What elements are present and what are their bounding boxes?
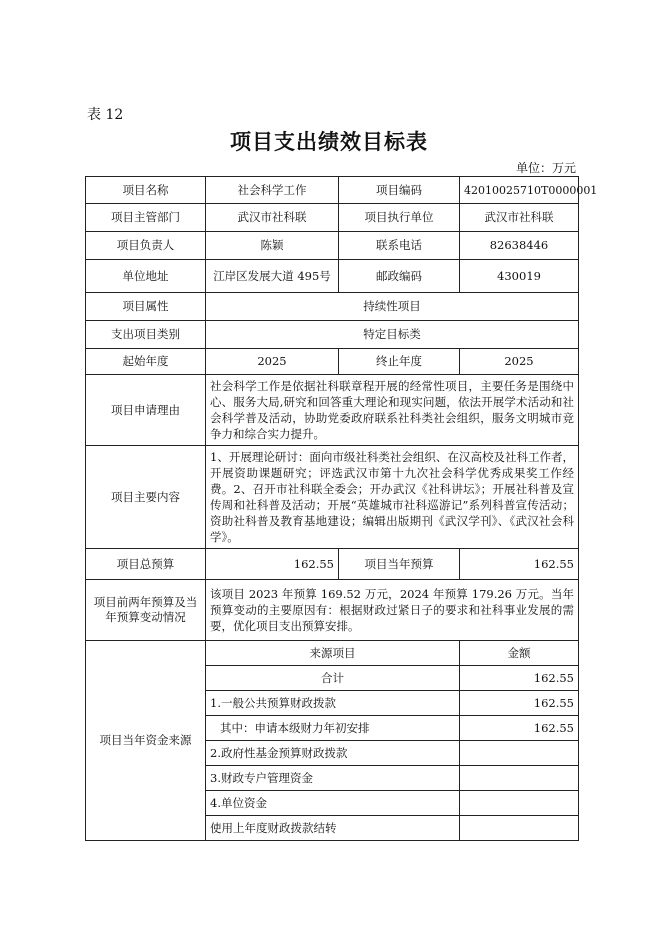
table-row [86,375,579,446]
category-label: 支出项目类别 [86,321,206,349]
table-row [86,641,579,666]
project-name-label: 项目名称 [86,177,206,204]
funding-item-amount [460,766,579,791]
funding-item-amount: 162.55 [460,666,579,691]
address-label: 单位地址 [86,260,206,293]
table-row [86,177,579,204]
reason-label: 项目申请理由 [86,375,206,446]
table-row [86,204,579,232]
year-budget-value: 162.55 [460,549,579,580]
funding-source-header: 来源项目 [206,641,460,666]
budget-change-value: 该项目 2023 年预算 169.52 万元，2024 年预算 179.26 万元。当年预算变动的主要原因有：根据财政过紧日子的要求和社科事业发展的需要，优化项目支出预算安排。 [206,580,579,641]
exec-unit-label: 项目执行单位 [339,204,460,232]
content-value: 1、开展理论研讨：面向市级社科类社会组织、在汉高校及社科工作者，开展资助课题研究；评选武汉市第十九次社会科学优秀成果奖工作经费。2、召开市社科联全委会；开办武汉《社科讲坛》；开展社科普及宣传周和社科普及活动；开展“英雄城市社科巡游记”系列科普宣传活动；资助社科普及教育基地建设；编辑出版期刊《武汉学刊》、《武汉社会科学》。 [206,446,579,549]
owner-value: 陈颖 [206,232,339,260]
funding-item-amount: 162.55 [460,716,579,741]
funding-item-amount [460,816,579,841]
start-year-label: 起始年度 [86,349,206,375]
end-year-label: 终止年度 [339,349,460,375]
zip-value: 430019 [460,260,579,293]
page-label: 表 12 [87,107,124,123]
table-row [86,260,579,293]
funding-item-amount [460,791,579,816]
funding-item-amount [460,741,579,766]
funding-item-name: 其中：申请本级财力年初安排 [206,716,460,741]
dept-label: 项目主管部门 [86,204,206,232]
funding-item-name: 4.单位资金 [206,791,460,816]
table-row [86,446,579,549]
attribute-value: 持续性项目 [206,293,579,321]
budget-change-label: 项目前两年预算及当年预算变动情况 [86,580,206,641]
exec-unit-value: 武汉市社科联 [460,204,579,232]
project-code-label: 项目编码 [339,177,460,204]
table-row [86,232,579,260]
funding-source-label: 项目当年资金来源 [86,641,206,841]
funding-item-amount: 162.55 [460,691,579,716]
table-row [86,349,579,375]
funding-amount-header: 金额 [460,641,579,666]
project-code-value: 42010025710T0000001 [460,177,579,204]
funding-item-name: 1.一般公共预算财政拨款 [206,691,460,716]
total-budget-value: 162.55 [206,549,339,580]
unit-label: 单位：万元 [515,161,576,175]
attribute-label: 项目属性 [86,293,206,321]
phone-value: 82638446 [460,232,579,260]
year-budget-label: 项目当年预算 [339,549,460,580]
end-year-value: 2025 [460,349,579,375]
phone-label: 联系电话 [339,232,460,260]
funding-item-name: 2.政府性基金预算财政拨款 [206,741,460,766]
zip-label: 邮政编码 [339,260,460,293]
content-label: 项目主要内容 [86,446,206,549]
start-year-value: 2025 [206,349,339,375]
funding-item-name: 使用上年度财政拨款结转 [206,816,460,841]
category-value: 特定目标类 [206,321,579,349]
table-row [86,580,579,641]
table-row [86,549,579,580]
project-name-value: 社会科学工作 [206,177,339,204]
page-title: 项目支出绩效目标表 [230,130,428,154]
owner-label: 项目负责人 [86,232,206,260]
total-budget-label: 项目总预算 [86,549,206,580]
performance-goal-table [85,176,598,841]
address-value: 江岸区发展大道 495号 [206,260,339,293]
reason-value: 社会科学工作是依据社科联章程开展的经常性项目，主要任务是围绕中心、服务大局,研究和回答重大理论和现实问题，依法开展学术活动和社会科学普及活动，协助党委政府联系社科类社会组织，服务文明城市竞争力和综合实力提升。 [206,375,579,446]
funding-item-name: 合计 [206,666,460,691]
dept-value: 武汉市社科联 [206,204,339,232]
funding-item-name: 3.财政专户管理资金 [206,766,460,791]
table-row [86,293,579,321]
table-row [86,321,579,349]
